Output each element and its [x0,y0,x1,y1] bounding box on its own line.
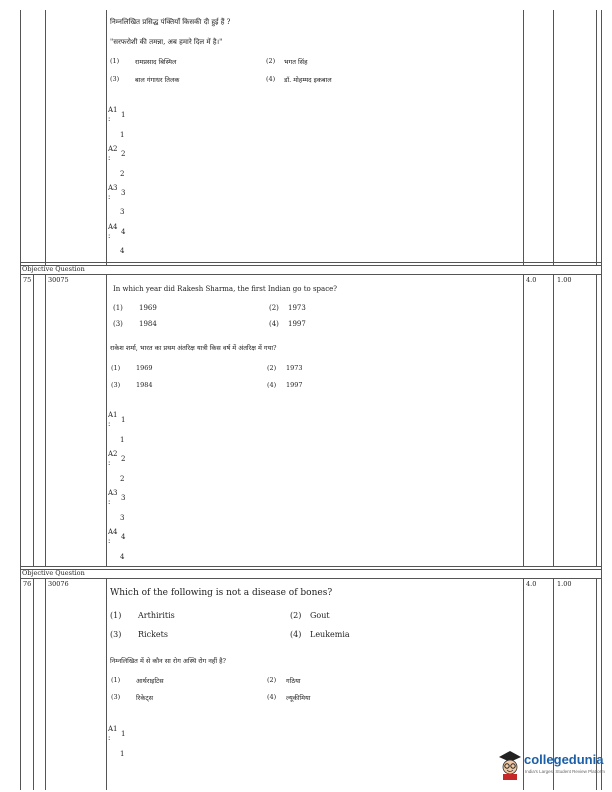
answer-image-text: 3 [120,514,125,522]
table-border-right [601,10,602,790]
option-number: (4) [267,381,277,389]
marks: 4.0 [526,276,537,284]
option-number: (4) [267,693,277,701]
answer-value: 3 [121,189,126,197]
col-divider [33,274,34,567]
answer-label: A3 [108,184,118,192]
option-text: 1997 [288,320,306,328]
option-text: Rickets [138,630,168,639]
answer-image-text: 4 [120,247,125,255]
col-divider [596,10,597,265]
option-number: (3) [110,75,120,83]
answer-colon: : [108,193,111,201]
answer-value: 3 [121,494,126,502]
option-number: (1) [111,364,121,372]
option-text: Leukemia [310,630,350,639]
question-id: 30076 [48,580,69,588]
question-text-hindi: निम्नलिखित में से कौन सा रोग अस्थि रोग नहीं है? [110,657,227,665]
option-text: गठिया [286,677,301,685]
answer-label: A1 [108,725,118,733]
col-divider [553,10,554,265]
option-text: 1984 [139,320,157,328]
row-border [20,566,601,567]
answer-image-text: 1 [120,750,125,758]
question-text-hindi: राकेश शर्मा, भारत का प्रथम अंतरिक्ष यात्री किस वर्ष में अंतरिक्ष में गया? [110,344,277,352]
hindi-quote: "सरफरोशी की तमन्ना, अब हमारे दिल में है।" [110,38,223,46]
question-id: 30075 [48,276,69,284]
answer-colon: : [108,232,111,240]
question-text-english: Which of the following is not a disease of bones? [110,588,333,598]
option-number: (2) [267,676,277,684]
answer-colon: : [108,537,111,545]
table-border-left [20,10,21,790]
answer-image-text: 1 [120,436,125,444]
option-text: बाल गंगाधर तिलक [135,76,180,84]
col-divider [45,578,46,790]
option-text: ल्यूकीमिया [286,694,311,702]
row-border [20,262,601,263]
answer-value: 1 [121,111,126,119]
brand-name: collegedunia [524,752,604,767]
answer-colon: : [108,498,111,506]
option-number: (2) [269,304,279,312]
answer-label: A3 [108,489,118,497]
option-number: (1) [113,304,123,312]
col-divider [523,10,524,265]
hindi-question: निम्नलिखित प्रसिद्ध पंक्तियाँ किसकी दी हुई हैं ? [110,18,231,26]
answer-colon: : [108,154,111,162]
answer-image-text: 2 [120,475,125,483]
brand-tagline: India's Largest Student Review Platform [525,769,605,774]
answer-colon: : [108,459,111,467]
option-text: रिकेट्स [136,694,154,702]
answer-value: 1 [121,416,126,424]
col-divider [106,578,107,790]
answer-label: A1 [108,411,118,419]
option-number: (4) [266,75,276,83]
answer-label: A1 [108,106,118,114]
question-text-english: In which year did Rakesh Sharma, the first Indian go to space? [113,285,338,293]
row-border [20,578,601,579]
col-divider [45,10,46,265]
option-text: 1997 [286,381,303,389]
option-number: (4) [269,320,279,328]
col-divider [106,10,107,265]
negative-marks: 1.00 [557,580,572,588]
col-divider [33,578,34,790]
answer-colon: : [108,734,111,742]
collegedunia-watermark [497,748,609,782]
option-number: (1) [110,611,122,620]
option-number: (3) [113,320,123,328]
answer-value: 1 [121,730,126,738]
option-number: (1) [110,57,120,65]
option-number: (2) [267,364,277,372]
option-text: Gout [310,611,330,620]
option-text: 1969 [139,304,157,312]
answer-image-text: 1 [120,131,125,139]
answer-colon: : [108,420,111,428]
answer-label: A4 [108,223,118,231]
answer-label: A2 [108,450,118,458]
option-number: (2) [266,57,276,65]
option-number: (3) [110,630,122,639]
option-text: 1973 [286,364,303,372]
answer-image-text: 4 [120,553,125,561]
row-border [20,274,601,275]
row-border [20,569,601,570]
student-mascot-icon [497,750,523,780]
serial-number: 75 [23,276,32,284]
answer-value: 2 [121,150,126,158]
option-text: आर्थराइटिस [136,677,164,685]
option-text: 1973 [288,304,306,312]
answer-value: 2 [121,455,126,463]
answer-label: A2 [108,145,118,153]
marks: 4.0 [526,580,537,588]
col-divider [596,274,597,567]
option-number: (3) [111,381,121,389]
option-text: 1984 [136,381,153,389]
option-text: रामप्रसाद बिस्मिल [135,58,177,66]
answer-value: 4 [121,228,126,236]
option-text: डॉ. मोहम्मद इकबाल [284,76,332,84]
option-number: (1) [111,676,121,684]
col-divider [523,274,524,567]
answer-label: A4 [108,528,118,536]
negative-marks: 1.00 [557,276,572,284]
section-label: Objective Question [22,569,85,577]
answer-colon: : [108,115,111,123]
section-label: Objective Question [22,265,85,273]
answer-image-text: 3 [120,208,125,216]
row-border [20,265,601,266]
answer-image-text: 2 [120,170,125,178]
col-divider [553,274,554,567]
option-number: (4) [290,630,302,639]
option-text: 1969 [136,364,153,372]
option-text: भगत सिंह [284,58,308,66]
option-text: Arthiritis [138,611,175,620]
col-divider [106,274,107,567]
serial-number: 76 [23,580,32,588]
col-divider [45,274,46,567]
option-number: (3) [111,693,121,701]
option-number: (2) [290,611,302,620]
answer-value: 4 [121,533,126,541]
